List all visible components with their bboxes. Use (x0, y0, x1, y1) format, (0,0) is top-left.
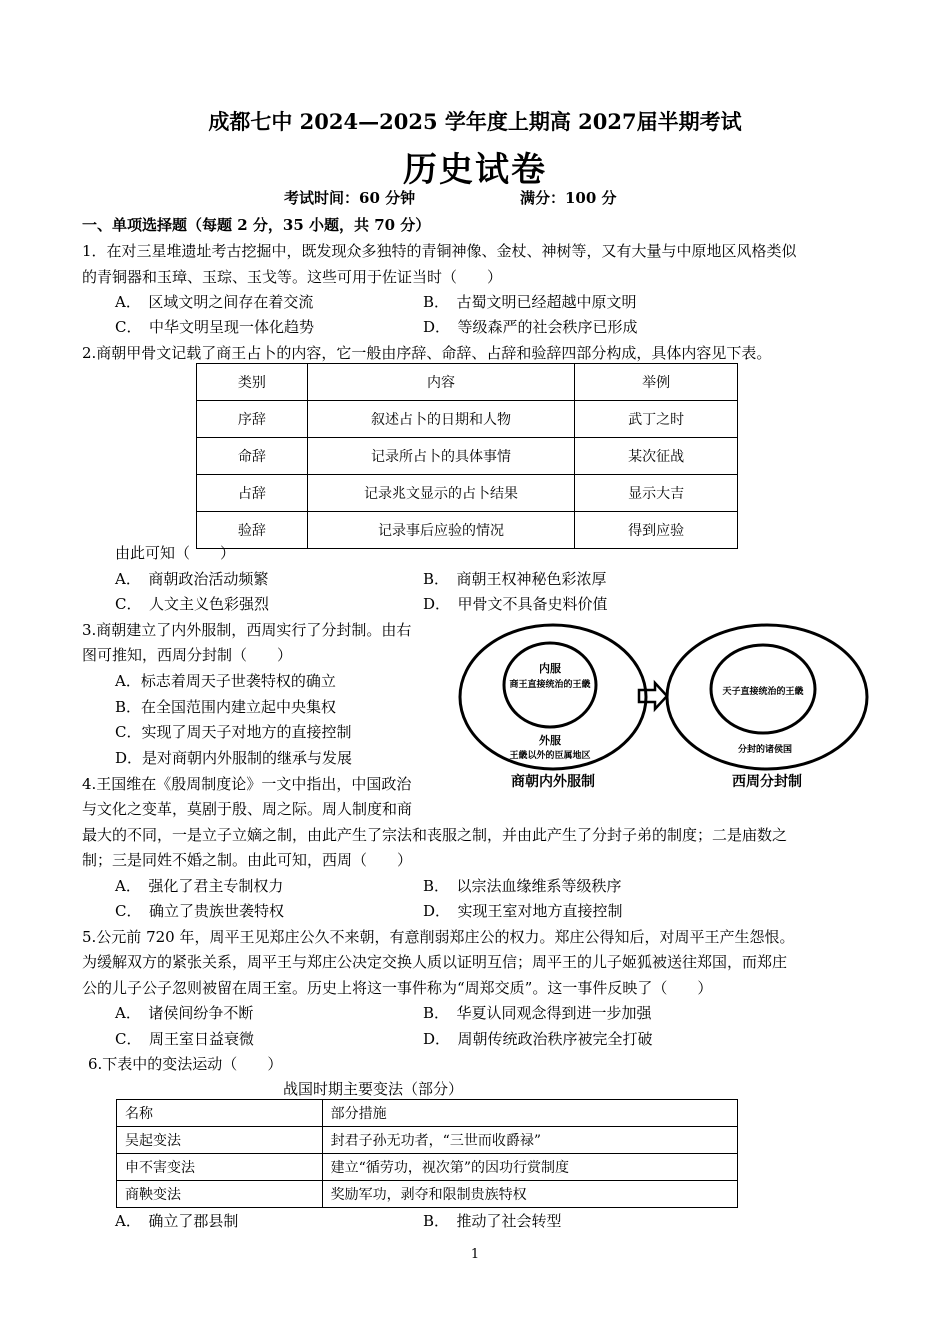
q6-option-a: A． 确立了郡县制 (115, 1212, 239, 1230)
table-cell: 显示大吉 (575, 475, 738, 512)
q3-option-d: D．是对商朝内外服制的继承与发展 (115, 749, 353, 767)
q6-option-b: B． 推动了社会转型 (423, 1212, 562, 1230)
q4-line2: 与文化之变革，莫剧于殷、周之际。周人制度和商 (82, 800, 413, 818)
q4-line4: 制；三是同姓不婚之制。由此可知，西周（ ） (82, 851, 413, 869)
q5-line2: 为缓解双方的紧张关系，周平王与郑庄公决定交换人质以证明互信；周平王的儿子姬狐被送往郑国，而郑庄 (82, 953, 788, 971)
q5-option-a: A． 诸侯间纷争不断 (115, 1004, 254, 1022)
table-row (117, 1181, 738, 1208)
exam-score: 满分：100 分 (520, 189, 617, 207)
table-cell: 记录兆文显示的占卜结果 (307, 475, 574, 512)
vassal-states-text: 分封的诸侯国 (737, 745, 793, 755)
table-row (117, 1154, 738, 1181)
table-cell: 建立“循劳功，视次第”的因功行赏制度 (322, 1154, 737, 1181)
table-cell: 举例 (575, 364, 738, 401)
table-row (197, 438, 738, 475)
q3-line1: 3.商朝建立了内外服制，西周实行了分封制。由右 (82, 621, 412, 639)
table-cell: 名称 (117, 1100, 323, 1127)
q1-option-b: B． 古蜀文明已经超越中原文明 (423, 293, 637, 311)
table-cell: 序辞 (197, 401, 308, 438)
table-cell: 得到应验 (575, 512, 738, 549)
q2-table (196, 363, 738, 549)
q3-option-a: A．标志着周天子世袭特权的确立 (115, 672, 336, 690)
table-row (117, 1100, 738, 1127)
q4-option-c: C． 确立了贵族世袭特权 (115, 902, 284, 920)
q4-option-b: B． 以宗法血缘维系等级秩序 (423, 877, 622, 895)
q3-option-c: C．实现了周天子对地方的直接控制 (115, 723, 352, 741)
q1-option-d: D． 等级森严的社会秩序已形成 (423, 318, 638, 336)
q3-line2: 图可推知，西周分封制（ ） (82, 646, 293, 664)
q2-option-a: A． 商朝政治活动频繁 (115, 570, 269, 588)
q6-table (116, 1099, 738, 1208)
outer-service-circle (460, 625, 646, 769)
table-cell: 记录事后应验的情况 (307, 512, 574, 549)
page-number: 1 (470, 1247, 480, 1262)
q2-line1: 2.商朝甲骨文记载了商王占卜的内容，它一般由序辞、命辞、占辞和验辞四部分构成，具体内容见下表。 (82, 344, 772, 362)
table-cell: 命辞 (197, 438, 308, 475)
q6-table-caption: 战国时期主要变法（部分） (283, 1080, 464, 1098)
exam-subject: 历史试卷 (403, 150, 547, 190)
section-heading: 一、单项选择题（每题 2 分，35 小题，共 70 分） (82, 216, 431, 234)
table-cell: 占辞 (197, 475, 308, 512)
right-arrow-icon (639, 683, 667, 709)
q4-option-d: D． 实现王室对地方直接控制 (423, 902, 623, 920)
table-cell: 某次征战 (575, 438, 738, 475)
table-row (197, 512, 738, 549)
exam-title: 成都七中 2024—2025 学年度上期高 2027届半期考试 (208, 109, 742, 134)
table-row (197, 401, 738, 438)
table-cell: 部分措施 (322, 1100, 737, 1127)
inner-service-title: 内服 (539, 662, 561, 675)
q1-line1: 1．在对三星堆遗址考古挖掘中，既发现众多独特的青铜神像、金杖、神树等，又有大量与中原地区风格类似 (82, 242, 797, 260)
q4-option-a: A． 强化了君主专制权力 (115, 877, 284, 895)
q5-option-c: C． 周王室日益衰微 (115, 1030, 254, 1048)
q1-option-a: A． 区域文明之间存在着交流 (115, 293, 314, 311)
table-row (117, 1127, 738, 1154)
q5-option-d: D． 周朝传统政治秩序被完全打破 (423, 1030, 653, 1048)
q2-stem: 由此可知（ ） (115, 544, 236, 562)
inner-service-text: 商王直接统治的王畿 (509, 680, 591, 690)
q5-line1: 5.公元前 720 年，周平王见郑庄公久不来朝，有意削弱郑庄公的权力。郑庄公得知后，对周平王产生怨恨。 (82, 928, 795, 946)
q4-line3: 最大的不同，一是立子立嫡之制，由此产生了宗法和丧服之制，并由此产生了分封子弟的制度；二是庙数之 (82, 826, 788, 844)
right-diagram-caption: 西周分封制 (732, 774, 802, 790)
q3-option-b: B．在全国范围内建立起中央集权 (115, 698, 337, 716)
table-cell: 武丁之时 (575, 401, 738, 438)
table-cell: 奖励军功，剥夺和限制贵族特权 (322, 1181, 737, 1208)
q4-line1: 4.王国维在《殷周制度论》一文中指出，中国政治 (82, 775, 412, 793)
table-cell: 内容 (307, 364, 574, 401)
table-cell: 申不害变法 (117, 1154, 323, 1181)
royal-domain-text: 天子直接统治的王畿 (722, 687, 804, 697)
table-cell: 验辞 (197, 512, 308, 549)
table-cell: 记录所占卜的具体事情 (307, 438, 574, 475)
q5-line3: 公的儿子公子忽则被留在周王室。历史上将这一事件称为“周郑交质”。这一事件反映了（ ） (82, 979, 713, 997)
q5-option-b: B． 华夏认同观念得到进一步加强 (423, 1004, 652, 1022)
q1-line2: 的青铜器和玉璋、玉琮、玉戈等。这些可用于佐证当时（ ） (82, 268, 503, 286)
table-cell: 商鞅变法 (117, 1181, 323, 1208)
table-row (197, 475, 738, 512)
exam-time: 考试时间：60 分钟 (284, 189, 416, 207)
table-cell: 类别 (197, 364, 308, 401)
outer-service-title: 外服 (539, 734, 561, 747)
table-row (197, 364, 738, 401)
left-diagram-caption: 商朝内外服制 (511, 774, 595, 790)
outer-service-text: 王畿以外的臣属地区 (509, 751, 591, 761)
table-cell: 封君子孙无功者，“三世而收爵禄” (322, 1127, 737, 1154)
q2-option-d: D． 甲骨文不具备史料价值 (423, 595, 608, 613)
q3-diagram (455, 622, 880, 797)
q2-option-c: C． 人文主义色彩强烈 (115, 595, 269, 613)
q1-option-c: C． 中华文明呈现一体化趋势 (115, 318, 314, 336)
q6-line1: 6.下表中的变法运动（ ） (88, 1055, 283, 1073)
q2-option-b: B． 商朝王权神秘色彩浓厚 (423, 570, 607, 588)
table-cell: 叙述占卜的日期和人物 (307, 401, 574, 438)
table-cell: 吴起变法 (117, 1127, 323, 1154)
